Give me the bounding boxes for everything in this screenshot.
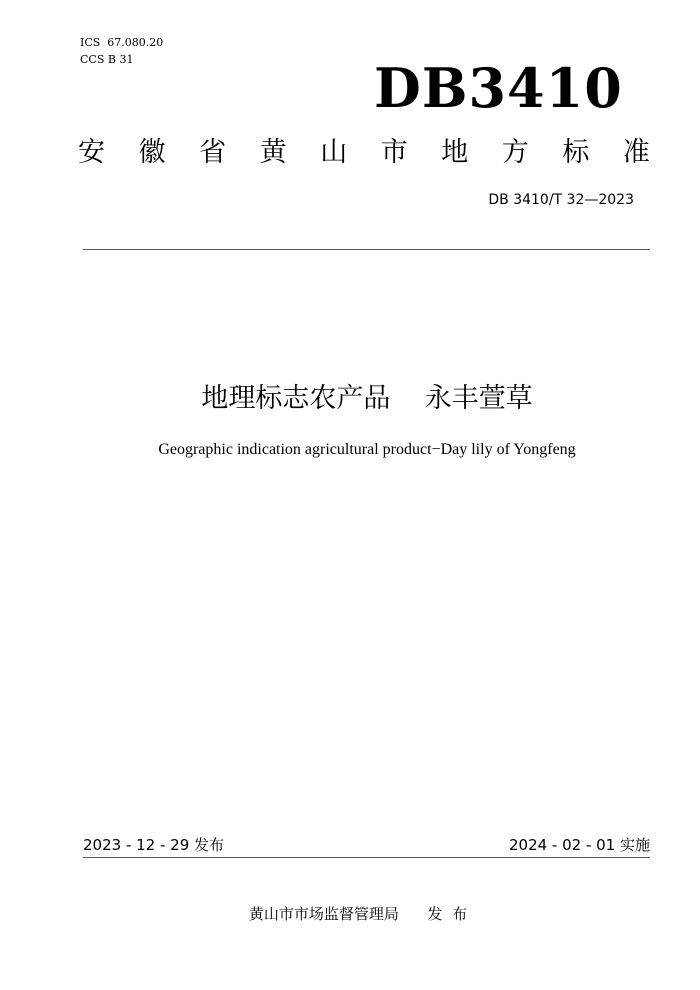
issue-date: 2023 - 12 - 29 发布 [83,836,225,854]
document-title-english: Geographic indication agricultural product−Day lily of Yongfeng [158,441,576,458]
org-char: 徽 [138,137,166,168]
org-char: 安 [78,137,105,168]
standard-number: DB 3410/T 32—2023 [488,192,634,208]
org-char: 标 [562,137,590,168]
classification-codes [80,34,163,68]
ics-code: ICS 67.080.20 [80,36,164,49]
org-char: 地 [441,137,469,168]
document-title-chinese: 地理标志农产品 永丰萱草 [201,383,533,414]
ccs-code: CCS B 31 [80,53,134,66]
org-char: 省 [199,137,227,168]
footer-divider [83,857,650,858]
org-char: 黄 [259,137,287,168]
org-char: 准 [622,137,650,168]
standard-organization-title [78,136,650,170]
implementation-date: 2024 - 02 - 01 实施 [508,836,650,854]
header-divider [83,249,650,250]
standard-code-mark: DB3410 [374,56,623,120]
publisher: 黄山市市场监督管理局 发 布 [248,905,468,923]
org-char: 方 [501,137,529,168]
org-char: 市 [380,137,408,168]
org-char: 山 [320,137,348,168]
